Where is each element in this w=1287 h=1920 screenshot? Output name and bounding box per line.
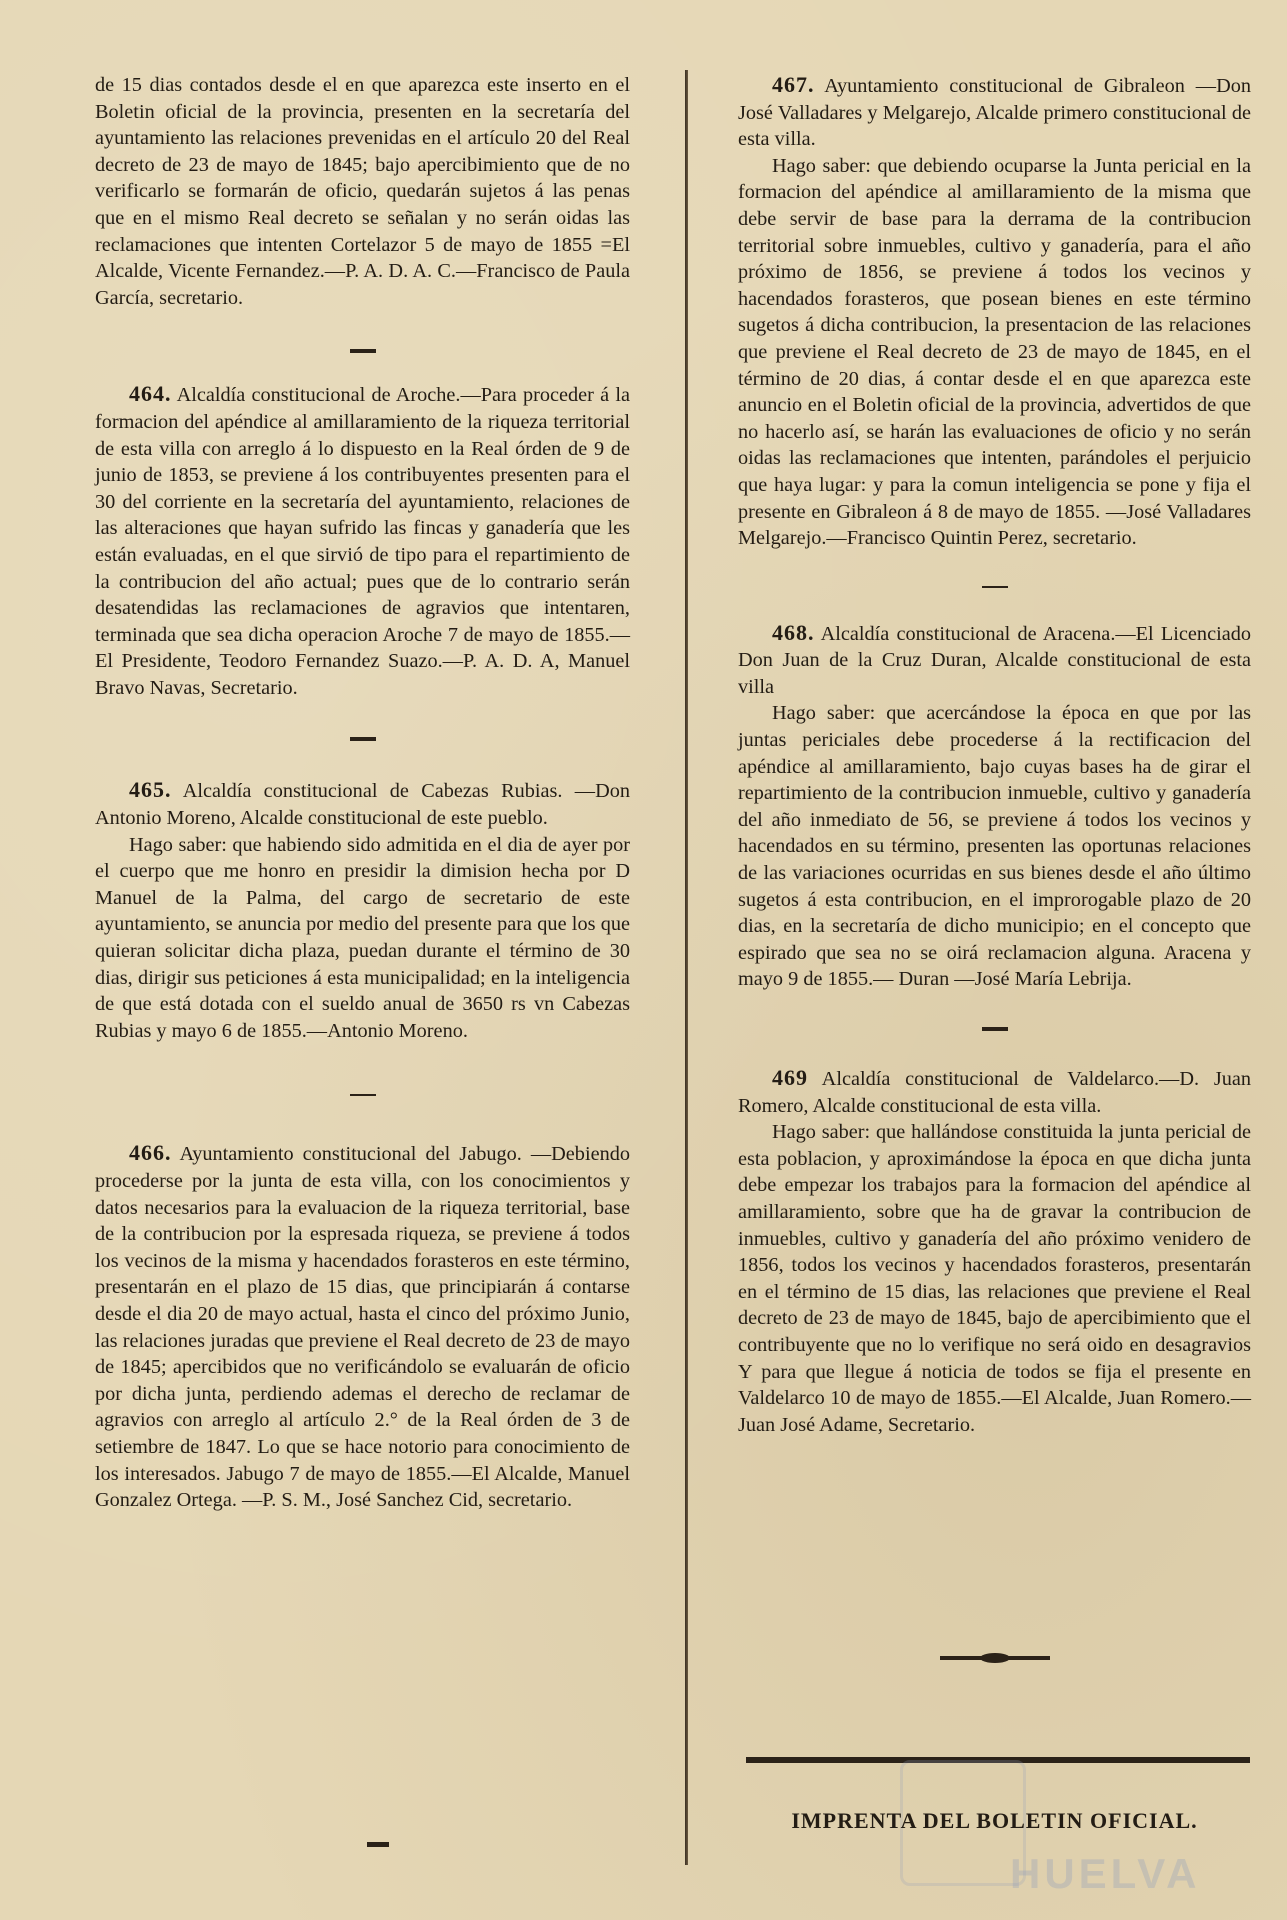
right-column	[738, 72, 1251, 1438]
notice-number: 464.	[129, 381, 172, 407]
notice-number: 468.	[772, 619, 815, 645]
continued-notice: de 15 dias contados desde el en que aparezca este inserto en el Boletin oficial de la provincia, presenten en la secretaría del ayuntamiento las relaciones prevenidas en el artículo 20 del Real decreto de 23 de mayo de 1845; bajo apercibimiento que de no verificarlo se formarán de oficio, quedarán sujetos á las penas que en el mismo Real decreto se señalan y no serán oidas las reclamaciones que intenten Cortelazor 5 de mayo de 1855 =El Alcalde, Vicente Fernandez.—P. A. D. A. C.—Francisco de Paula García, secretario.	[95, 74, 630, 309]
ornamental-rule	[940, 1656, 1050, 1660]
notice-number: 466.	[129, 1140, 172, 1166]
notice-heading: Alcaldía constitucional de Aracena.—El Licenciado Don Juan de la Cruz Duran, Alcalde constitucional de esta villa	[738, 622, 1251, 698]
notice-466	[95, 1140, 630, 1513]
notice-number: 465.	[129, 777, 172, 803]
notice-465	[95, 777, 630, 1044]
notice-heading: Ayuntamiento constitucional de Gibraleon —Don José Valladares y Melgarejo, Alcalde primero constitucional de esta villa.	[738, 75, 1251, 151]
notice-body: Hago saber: que habiendo sido admitida en el dia de ayer por el cuerpo que me honro en presidir la dimision hecha por D Manuel de la Palma, del cargo de secretario de este ayuntamiento, se anuncia por medio del presente para que los que quieran solicitar dicha plaza, puedan durante el término de 30 dias, dirigir sus peticiones á esta municipalidad; en la inteligencia de que está dotada con el sueldo anual de 3650 rs vn Cabezas Rubias y mayo 6 de 1855.—Antonio Moreno.	[95, 833, 630, 1042]
notice-body: Ayuntamiento constitucional del Jabugo. —Debiendo procederse por la junta de esta villa, con los conocimientos y datos necesarios para la evaluacion de la riqueza territorial, base de la contribucion por la espresada riqueza, se previene á todos los vecinos de la misma y hacendados forasteros en este término, presentarán en el plazo de 15 dias, que principiarán á contarse desde el dia 20 de mayo actual, hasta el cinco del próximo Junio, las relaciones juradas que previene el Real decreto de 23 de mayo de 1845; apercibidos que no verificándolo se evaluarán de oficio por dicha junta, perdiendo ademas el derecho de reclamar de agravios con arreglo al artículo 2.° de la Real órden de 3 de setiembre de 1847. Lo que se hace notorio para conocimiento de los interesados. Jabugo 7 de mayo de 1855.—El Alcalde, Manuel Gonzalez Ortega. —P. S. M., José Sanchez Cid, secretario.	[95, 1143, 630, 1512]
notice-body: Alcaldía constitucional de Aroche.—Para proceder á la formacion del apéndice al amillaramiento de la riqueza territorial de esta villa con arreglo á lo dispuesto en la Real órden de 9 de junio de 1853, se previene á los contribuyentes presenten para el 30 del corriente en la secretaría del ayuntamiento, relaciones de las alteraciones que hayan sufrido las fincas y ganadería que les están evaluadas, en el que sirvió de tipo para el repartimiento de la contribucion del año actual; pues que de lo contrario serán desatendidas las reclamaciones de agravios que intentaren, terminada que sea dicha operacion Aroche 7 de mayo de 1855.—El Presidente, Teodoro Fernandez Suazo.—P. A. D. A, Manuel Bravo Navas, Secretario.	[95, 384, 630, 699]
left-column	[95, 72, 630, 1514]
notice-body: Hago saber: que hallándose constituida la junta pericial de esta poblacion, y aproximándose la época en que dicha junta debe empezar los trabajos para la formacion del apéndice al amillaramiento, sobre que ha de gravar la contribucion de inmuebles, cultivo y ganadería del año próximo venidero de 1856, todos los vecinos y hacendados forasteros, presentarán en el término de 15 dias, las relaciones que previene el Real decreto de 23 de mayo de 1845, bajo de apercibimiento que el contribuyente que no lo verifique no será oido en desagravios Y para que llegue á noticia de todos se fija el presente en Valdelarco 10 de mayo de 1855.—El Alcalde, Juan Romero.—Juan José Adame, Secretario.	[738, 1121, 1251, 1436]
notice-heading: Alcaldía constitucional de Cabezas Rubias. —Don Antonio Moreno, Alcalde constitucional de este pueblo.	[95, 780, 630, 830]
notice-heading: Alcaldía constitucional de Valdelarco.—D. Juan Romero, Alcalde constitucional de esta villa.	[738, 1068, 1252, 1117]
notice-number: 467.	[772, 72, 815, 97]
notice-468	[738, 620, 1251, 993]
notice-464	[95, 381, 630, 701]
watermark-text: HUELVA	[1010, 1850, 1201, 1897]
page-end-mark	[367, 1842, 389, 1847]
notice-469	[738, 1065, 1251, 1438]
column-divider	[685, 70, 688, 1865]
notice-number: 469	[772, 1065, 808, 1090]
printer-imprint: IMPRENTA DEL BOLETIN OFICIAL.	[791, 1808, 1198, 1833]
notice-body: Hago saber: que acercándose la época en que por las juntas periciales debe procederse á la rectificacion del apéndice al amillaramiento, bajo cuyas bases ha de girar el repartimiento de la contribucion inmueble, cultivo y ganadería del año inmediato de 56, se previene á todos los vecinos y hacendados en su término, presenten las oportunas relaciones de las variaciones ocurridas en sus bienes desde el año último sugetos á esta contribucion, en el improrogable plazo de 20 dias, en la secretaría de dicho municipio; en el concepto que espirado que sea no se oirá reclamacion alguna. Aracena y mayo 9 de 1855.— Duran —José María Lebrija.	[738, 702, 1251, 991]
notice-467	[738, 72, 1251, 552]
notice-body: Hago saber: que debiendo ocuparse la Junta pericial en la formacion del apéndice al amillaramiento de la misma que debe servir de base para la derrama de la contribucion territorial sobre inmuebles, cultivo y ganadería, para el año próximo de 1856, se previene á todos los vecinos y hacendados forasteros, que posean bienes en este término sugetos á dicha contribucion, la presentacion de las relaciones que previene el Real decreto de 23 de mayo de 1845, en el término de 20 dias, á contar desde el en que aparezca este anuncio en el Boletin oficial de la provincia, advertidos de que no hacerlo así, se harán las evaluaciones de oficio y no serán oidas las reclamaciones que intenten, parándoles el perjuicio que haya lugar: y para la comun inteligencia se pone y fija el presente en Gibraleon á 8 de mayo de 1855. —José Valladares Melgarejo.—Francisco Quintin Perez, secretario.	[738, 154, 1251, 550]
